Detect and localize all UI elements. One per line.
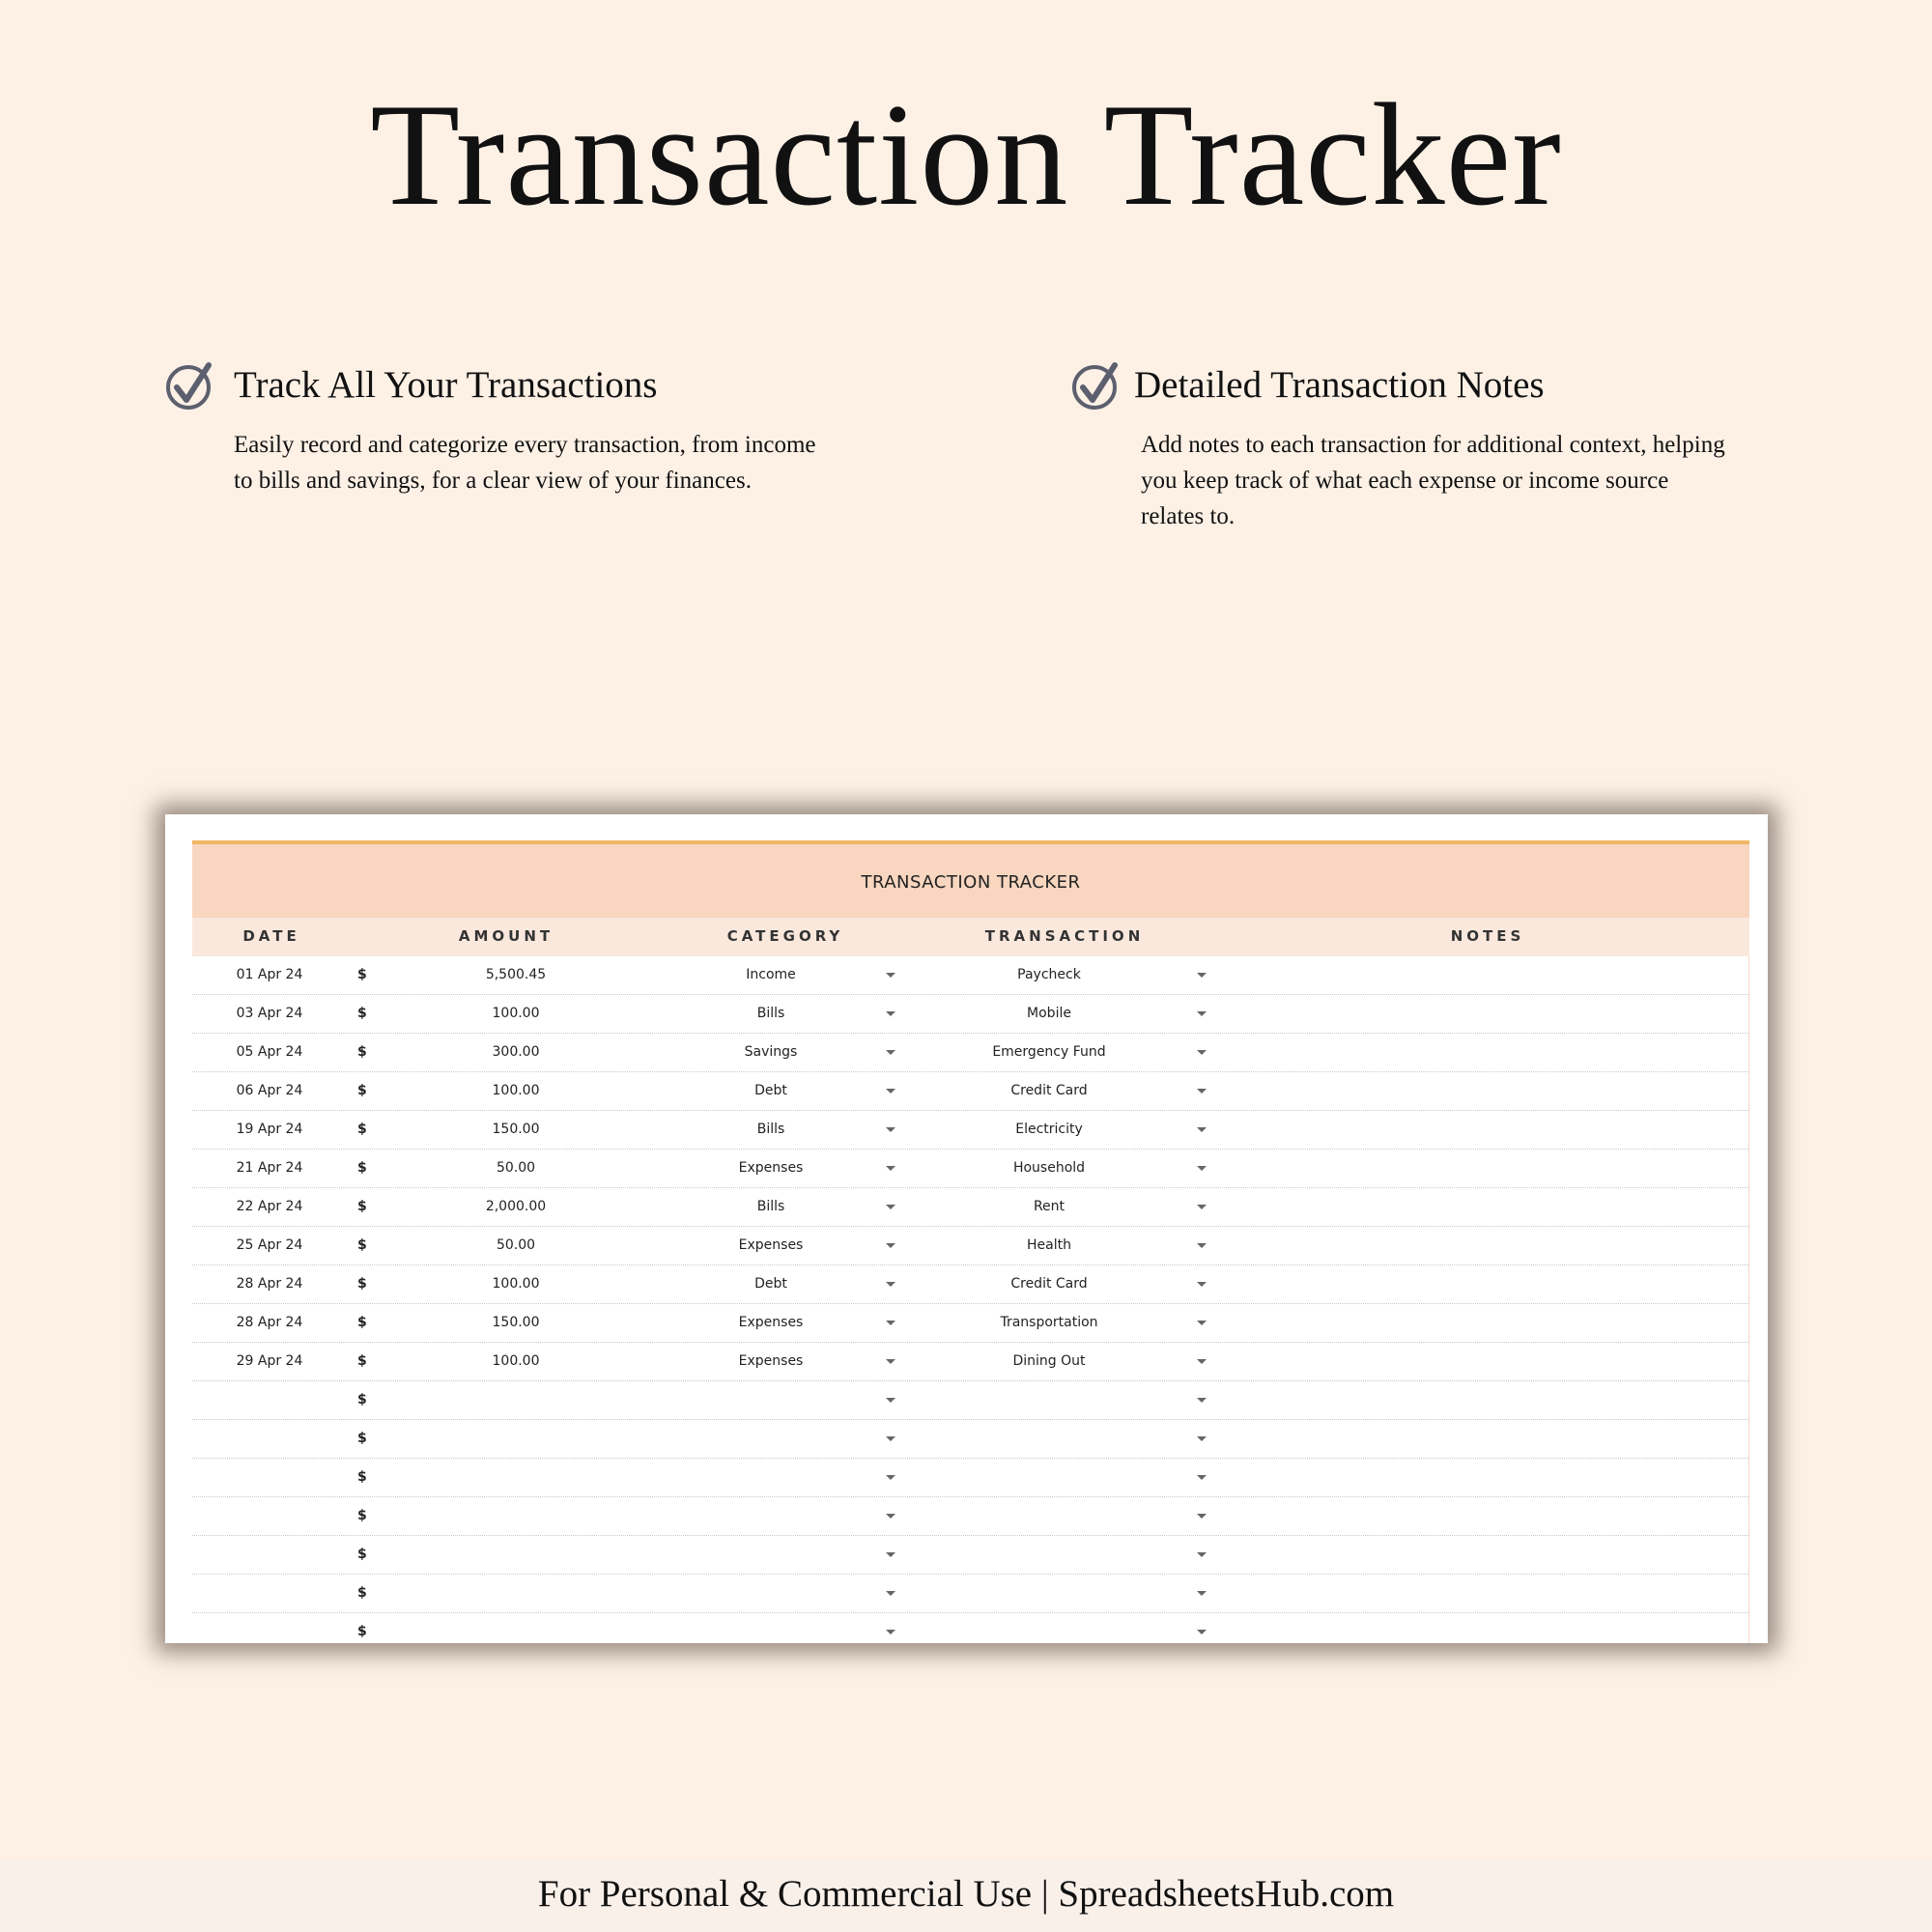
transaction-dropdown-arrow-icon[interactable] <box>1197 973 1207 978</box>
feature-description-line: Easily record and categorize every transaction, from income <box>234 432 816 458</box>
page-title: Transaction Tracker <box>370 73 1562 236</box>
feature-title: Track All Your Transactions <box>234 364 658 406</box>
transaction-cell[interactable]: Emergency Fund <box>992 1044 1106 1060</box>
date-cell[interactable]: 05 Apr 24 <box>236 1044 303 1060</box>
transaction-cell[interactable]: Mobile <box>1027 1006 1071 1021</box>
category-dropdown-arrow-icon[interactable] <box>886 1011 895 1016</box>
category-dropdown-arrow-icon[interactable] <box>886 1050 895 1055</box>
feature-description <box>234 427 891 498</box>
currency-symbol: $ <box>357 1160 367 1176</box>
transaction-dropdown-arrow-icon[interactable] <box>1197 1050 1207 1055</box>
feature-description-line: Add notes to each transaction for additional context, helping <box>1141 432 1725 458</box>
transaction-dropdown-arrow-icon[interactable] <box>1197 1630 1207 1634</box>
currency-symbol: $ <box>357 1508 367 1523</box>
table-row[interactable] <box>192 1034 1748 1072</box>
transaction-cell[interactable]: Credit Card <box>1010 1276 1088 1292</box>
currency-symbol: $ <box>357 1006 367 1021</box>
transaction-dropdown-arrow-icon[interactable] <box>1197 1205 1207 1209</box>
currency-symbol: $ <box>357 1547 367 1562</box>
currency-symbol: $ <box>357 1585 367 1601</box>
transaction-dropdown-arrow-icon[interactable] <box>1197 1321 1207 1325</box>
amount-cell[interactable]: 5,500.45 <box>485 967 547 982</box>
currency-symbol: $ <box>357 1237 367 1253</box>
date-cell[interactable]: 28 Apr 24 <box>236 1315 303 1330</box>
spreadsheet-preview <box>165 814 1768 1643</box>
transaction-cell[interactable]: Electricity <box>1015 1122 1083 1137</box>
transaction-dropdown-arrow-icon[interactable] <box>1197 1089 1207 1094</box>
table-row[interactable] <box>192 1072 1748 1111</box>
table-row[interactable] <box>192 1188 1748 1227</box>
sheet-title: TRANSACTION TRACKER <box>192 844 1749 918</box>
check-circle-icon <box>164 359 216 412</box>
feature-transaction-notes <box>1070 359 1804 534</box>
table-row[interactable] <box>192 1497 1748 1536</box>
amount-cell[interactable]: 150.00 <box>492 1315 540 1330</box>
date-cell[interactable]: 29 Apr 24 <box>236 1353 303 1369</box>
category-dropdown-arrow-icon[interactable] <box>886 1359 895 1364</box>
table-row[interactable] <box>192 1265 1748 1304</box>
currency-symbol: $ <box>357 1431 367 1446</box>
category-dropdown-arrow-icon[interactable] <box>886 1630 895 1634</box>
category-dropdown-arrow-icon[interactable] <box>886 1321 895 1325</box>
amount-cell[interactable]: 300.00 <box>492 1044 540 1060</box>
date-cell[interactable]: 22 Apr 24 <box>236 1199 303 1214</box>
category-dropdown-arrow-icon[interactable] <box>886 1514 895 1519</box>
category-dropdown-arrow-icon[interactable] <box>886 1127 895 1132</box>
amount-cell[interactable]: 100.00 <box>492 1353 540 1369</box>
table-row[interactable] <box>192 1536 1748 1575</box>
table-row[interactable] <box>192 1111 1748 1150</box>
date-cell[interactable]: 28 Apr 24 <box>236 1276 303 1292</box>
transaction-cell[interactable]: Transportation <box>1000 1315 1098 1330</box>
category-cell[interactable]: Expenses <box>738 1315 804 1330</box>
transaction-cell[interactable]: Household <box>1012 1160 1086 1176</box>
currency-symbol: $ <box>357 1353 367 1369</box>
category-dropdown-arrow-icon[interactable] <box>886 1166 895 1171</box>
transaction-dropdown-arrow-icon[interactable] <box>1197 1514 1207 1519</box>
table-row[interactable] <box>192 1304 1748 1343</box>
currency-symbol: $ <box>357 1315 367 1330</box>
table-row[interactable] <box>192 956 1748 995</box>
transaction-dropdown-arrow-icon[interactable] <box>1197 1243 1207 1248</box>
date-cell[interactable]: 19 Apr 24 <box>236 1122 303 1137</box>
table-row[interactable] <box>192 1459 1748 1497</box>
column-header-category[interactable]: CATEGORY <box>726 927 844 945</box>
transaction-cell[interactable]: Paycheck <box>1017 967 1081 982</box>
amount-cell[interactable]: 50.00 <box>496 1160 536 1176</box>
transaction-dropdown-arrow-icon[interactable] <box>1197 1552 1207 1557</box>
check-circle-icon <box>1070 359 1122 412</box>
date-cell[interactable]: 06 Apr 24 <box>236 1083 303 1098</box>
category-cell[interactable]: Income <box>746 967 796 982</box>
currency-symbol: $ <box>357 1276 367 1292</box>
currency-symbol: $ <box>357 1199 367 1214</box>
currency-symbol: $ <box>357 1122 367 1137</box>
date-cell[interactable]: 01 Apr 24 <box>236 967 303 982</box>
date-cell[interactable]: 03 Apr 24 <box>236 1006 303 1021</box>
feature-description-line: you keep track of what each expense or income source <box>1141 468 1669 494</box>
category-cell[interactable]: Bills <box>756 1122 785 1137</box>
currency-symbol: $ <box>357 1469 367 1485</box>
table-row[interactable] <box>192 1227 1748 1265</box>
category-dropdown-arrow-icon[interactable] <box>886 1089 895 1094</box>
date-cell[interactable]: 25 Apr 24 <box>236 1237 303 1253</box>
feature-description <box>1141 427 1788 534</box>
feature-description-line: relates to. <box>1141 503 1236 529</box>
column-header-amount[interactable]: AMOUNT <box>458 927 554 945</box>
column-header-notes[interactable]: NOTES <box>1450 927 1525 945</box>
column-header-date[interactable]: DATE <box>242 927 300 945</box>
category-cell[interactable]: Savings <box>744 1044 798 1060</box>
table-body <box>192 956 1749 1643</box>
category-cell[interactable]: Expenses <box>738 1237 804 1253</box>
category-cell[interactable]: Debt <box>754 1276 787 1292</box>
category-cell[interactable]: Expenses <box>738 1353 804 1369</box>
transaction-cell[interactable]: Credit Card <box>1010 1083 1088 1098</box>
feature-title: Detailed Transaction Notes <box>1134 364 1545 406</box>
transaction-dropdown-arrow-icon[interactable] <box>1197 1282 1207 1287</box>
table-row[interactable] <box>192 1420 1748 1459</box>
transaction-dropdown-arrow-icon[interactable] <box>1197 1359 1207 1364</box>
category-dropdown-arrow-icon[interactable] <box>886 1243 895 1248</box>
transaction-dropdown-arrow-icon[interactable] <box>1197 1011 1207 1016</box>
transaction-cell[interactable]: Dining Out <box>1012 1353 1086 1369</box>
currency-symbol: $ <box>357 1392 367 1407</box>
amount-cell[interactable]: 100.00 <box>492 1006 540 1021</box>
amount-cell[interactable]: 150.00 <box>492 1122 540 1137</box>
currency-symbol: $ <box>357 1083 367 1098</box>
transaction-dropdown-arrow-icon[interactable] <box>1197 1166 1207 1171</box>
currency-symbol: $ <box>357 1044 367 1060</box>
category-cell[interactable]: Bills <box>756 1199 785 1214</box>
category-dropdown-arrow-icon[interactable] <box>886 1436 895 1441</box>
column-header-row <box>192 918 1749 956</box>
amount-cell[interactable]: 100.00 <box>492 1276 540 1292</box>
amount-cell[interactable]: 100.00 <box>492 1083 540 1098</box>
table-row[interactable] <box>192 1575 1748 1613</box>
table-row[interactable] <box>192 995 1748 1034</box>
amount-cell[interactable]: 2,000.00 <box>485 1199 547 1214</box>
table-row[interactable] <box>192 1613 1748 1643</box>
category-dropdown-arrow-icon[interactable] <box>886 1475 895 1480</box>
table-row[interactable] <box>192 1150 1748 1188</box>
currency-symbol: $ <box>357 1624 367 1639</box>
category-cell[interactable]: Bills <box>756 1006 785 1021</box>
transaction-dropdown-arrow-icon[interactable] <box>1197 1436 1207 1441</box>
currency-symbol: $ <box>357 967 367 982</box>
date-cell[interactable]: 21 Apr 24 <box>236 1160 303 1176</box>
transaction-cell[interactable]: Health <box>1027 1237 1071 1253</box>
category-cell[interactable]: Debt <box>754 1083 787 1098</box>
category-dropdown-arrow-icon[interactable] <box>886 1205 895 1209</box>
feature-description-line: to bills and savings, for a clear view of your finances. <box>234 468 752 494</box>
category-dropdown-arrow-icon[interactable] <box>886 973 895 978</box>
table-row[interactable] <box>192 1343 1748 1381</box>
category-dropdown-arrow-icon[interactable] <box>886 1282 895 1287</box>
transaction-cell[interactable]: Rent <box>1033 1199 1065 1214</box>
footer: For Personal & Commercial Use | SpreadsheetsHub.com <box>0 1861 1932 1932</box>
transaction-dropdown-arrow-icon[interactable] <box>1197 1398 1207 1403</box>
transaction-dropdown-arrow-icon[interactable] <box>1197 1475 1207 1480</box>
amount-cell[interactable]: 50.00 <box>496 1237 536 1253</box>
feature-track-transactions <box>164 359 898 498</box>
category-dropdown-arrow-icon[interactable] <box>886 1591 895 1596</box>
table-row[interactable] <box>192 1381 1748 1420</box>
column-header-transaction[interactable]: TRANSACTION <box>984 927 1145 945</box>
category-dropdown-arrow-icon[interactable] <box>886 1398 895 1403</box>
category-dropdown-arrow-icon[interactable] <box>886 1552 895 1557</box>
transaction-dropdown-arrow-icon[interactable] <box>1197 1127 1207 1132</box>
transaction-dropdown-arrow-icon[interactable] <box>1197 1591 1207 1596</box>
category-cell[interactable]: Expenses <box>738 1160 804 1176</box>
